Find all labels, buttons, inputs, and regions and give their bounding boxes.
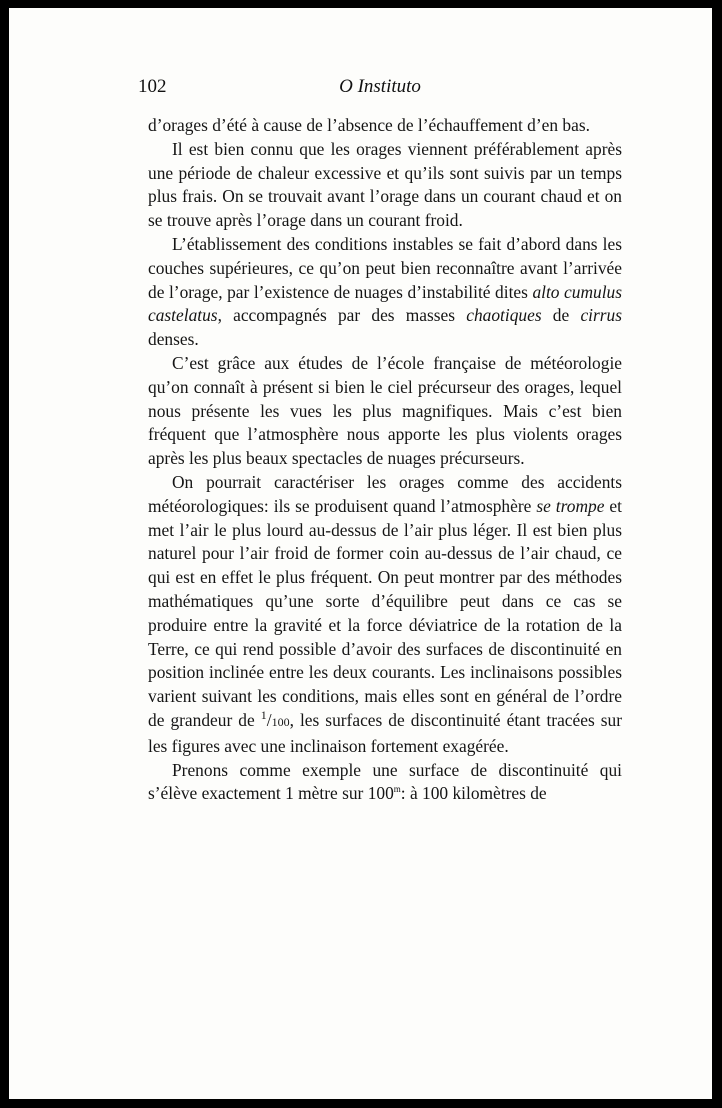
page-number: 102 <box>138 76 167 97</box>
chaotiques-italic: chaotiques <box>466 305 542 326</box>
paragraph-6 <box>148 759 622 807</box>
paragraph-5 <box>148 471 622 759</box>
paragraph-6-text-b: : à 100 kilomètres de <box>400 783 547 804</box>
unit-superscript: m <box>393 784 401 795</box>
cirrus-italic: cirrus <box>580 305 622 326</box>
paragraph-3-text-c: , accompagnés par des masses <box>217 305 467 326</box>
se-trompe-italic: se trompe <box>536 495 605 516</box>
paragraph-3-text-a: L’établissement des conditions instables se fait d’abord dans les couches supérieures, ce qu’on peut bien reconnaître avant l’arrivée de l’orage, par l’existence de nuages d’instabilité dites <box>148 233 622 302</box>
body-text <box>148 114 622 806</box>
paragraph-1 <box>148 114 622 138</box>
paragraph-3-text-e: de <box>541 305 581 326</box>
page-header <box>138 76 622 100</box>
fraction-slash: / <box>266 709 272 730</box>
paragraph-4-text: C’est grâce aux études de l’école française de météorologie qu’on connaît à présent si bien le ciel précurseur des orages, lequel nous présente les vues les plus magnifiques. Mais c’est bien fréquent que l’atmosphère nous apporte les plus violents orages après les plus beaux spectacles de nuages précurseurs. <box>148 352 622 469</box>
fraction-denominator: 100 <box>271 714 290 729</box>
paragraph-2 <box>148 138 622 233</box>
running-title: O Instituto <box>339 76 421 97</box>
paragraph-4 <box>148 352 622 471</box>
paragraph-2-text: Il est bien connu que les orages viennent préférablement après une période de chaleur excessive et qu’ils sont suivis par un temps plus frais. On se trouvait avant l’orage dans un courant chaud et on se trouve après l’orage dans un courant froid. <box>148 138 622 231</box>
paragraph-1-text: d’orages d’été à cause de l’absence de l’échauffement d’en bas. <box>148 115 590 135</box>
paragraph-5-text-c: et met l’air le plus lourd au-dessus de l’air plus léger. Il est bien plus naturel pour l’air froid de former coin au-dessus de l’air chaud, ce qui est en effet le plus fréquent. On peut montrer par des méthodes mathématiques qu’une sorte d’équilibre peut dans ce cas se produire entre la gravité et la force déviatrice de la rotation de la Terre, ce qui rend possible d’avoir des surfaces de discontinuité en position inclinée entre les deux courants. Les inclinaisons possibles varient suivant les conditions, mais elles sont en général de l’ordre de grandeur de <box>148 495 622 730</box>
paragraph-5-text-a: On pourrait caractériser les orages comme des accidents météorologiques: ils se produisent quand l’atmosphère <box>148 471 622 516</box>
paragraph-3-text-g: denses. <box>148 329 199 350</box>
paragraph-5-text-d: , les surfaces de discontinuité étant tracées sur les figures avec une inclinaison fortement exagérée. <box>148 709 622 756</box>
paragraph-3 <box>148 233 622 352</box>
fraction-numerator: 1 <box>260 708 267 723</box>
cloud-name-italic: alto cumulus castelatus <box>148 281 622 326</box>
paragraph-6-text-a: Prenons comme exemple une surface de discontinuité qui s’élève exactement 1 mètre sur 100 <box>148 759 622 804</box>
